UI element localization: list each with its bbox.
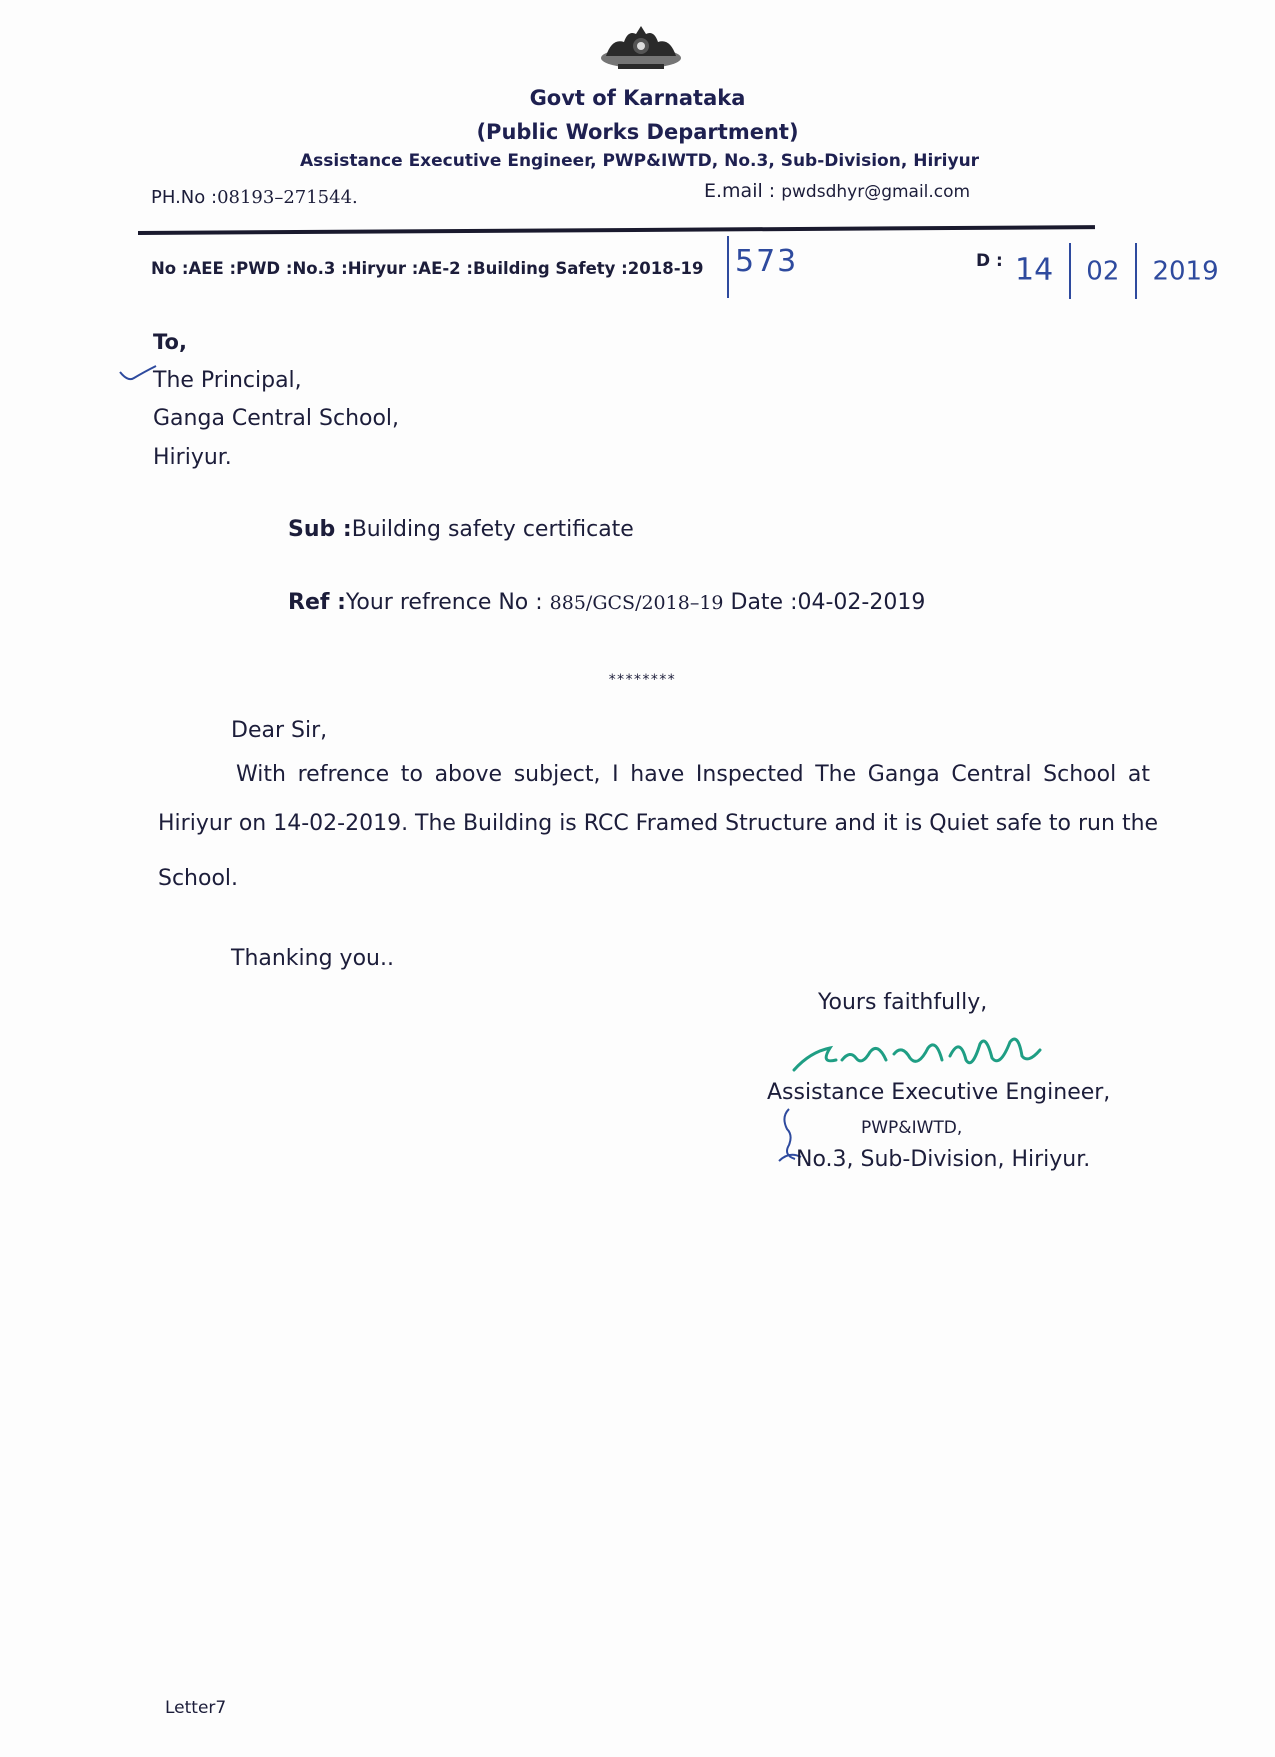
footer-label: Letter7 [165, 1698, 227, 1718]
closing-line: Yours faithfully, [818, 990, 988, 1015]
ref-text: Your refrence No : [345, 590, 550, 615]
recipient-line-1: The Principal, [153, 368, 302, 393]
header-office: Assistance Executive Engineer, PWP&IWTD, No.3, Sub-Division, Hiriyur [300, 151, 980, 171]
tick-mark-icon [118, 364, 158, 386]
date-month: 02 [1086, 256, 1120, 287]
recipient-line-2: Ganga Central School, [153, 406, 400, 431]
ref-date: Date :04-02-2019 [723, 590, 926, 615]
date-label: D : [976, 251, 1003, 271]
header-govt: Govt of Karnataka [529, 86, 746, 110]
header-divider [138, 225, 1095, 235]
reference-number: No :AEE :PWD :No.3 :Hiryur :AE-2 :Building Safety :2018-19 [151, 259, 704, 278]
signatory-division: No.3, Sub-Division, Hiriyur. [796, 1147, 1091, 1172]
paragraph-line-2: Hiriyur on 14-02-2019. The Building is RCC Framed Structure and it is Quiet safe to run the [158, 811, 1159, 836]
header-department: (Public Works Department) [476, 120, 799, 144]
ref-label: Ref : [288, 590, 346, 615]
separator: ******** [608, 672, 676, 688]
handwritten-bar [727, 236, 729, 298]
email-line [704, 180, 970, 202]
phone-number: 08193–271544. [217, 187, 358, 208]
signatory-title: Assistance Executive Engineer, [767, 1080, 1111, 1105]
handwritten-number: 573 [735, 244, 799, 279]
date-year: 2019 [1152, 256, 1219, 287]
handwritten-date [1015, 243, 1219, 299]
paragraph-line-3: School. [158, 866, 239, 891]
salutation: Dear Sir, [231, 718, 328, 743]
thanks-line: Thanking you.. [231, 946, 394, 971]
signature-icon [790, 1030, 1050, 1078]
paragraph-line-1: With refrence to above subject, I have Inspected The Ganga Central School at [236, 762, 1150, 787]
phone-label: PH.No : [151, 187, 218, 208]
ref-number: 885/GCS/2018–19 [549, 592, 724, 614]
recipient-line-3: Hiriyur. [153, 445, 232, 470]
reference-line [288, 590, 925, 615]
to-label: To, [153, 330, 187, 354]
phone-line [151, 187, 358, 208]
subject-label: Sub : [288, 517, 352, 542]
subject-line [288, 517, 634, 542]
karnataka-emblem-icon [598, 20, 684, 76]
subject-text: Building safety certificate [351, 517, 634, 542]
email-address: pwdsdhyr@gmail.com [781, 182, 971, 202]
signatory-dept: PWP&IWTD, [861, 1118, 963, 1138]
date-day: 14 [1015, 252, 1054, 288]
email-label: E.mail : [704, 180, 782, 202]
